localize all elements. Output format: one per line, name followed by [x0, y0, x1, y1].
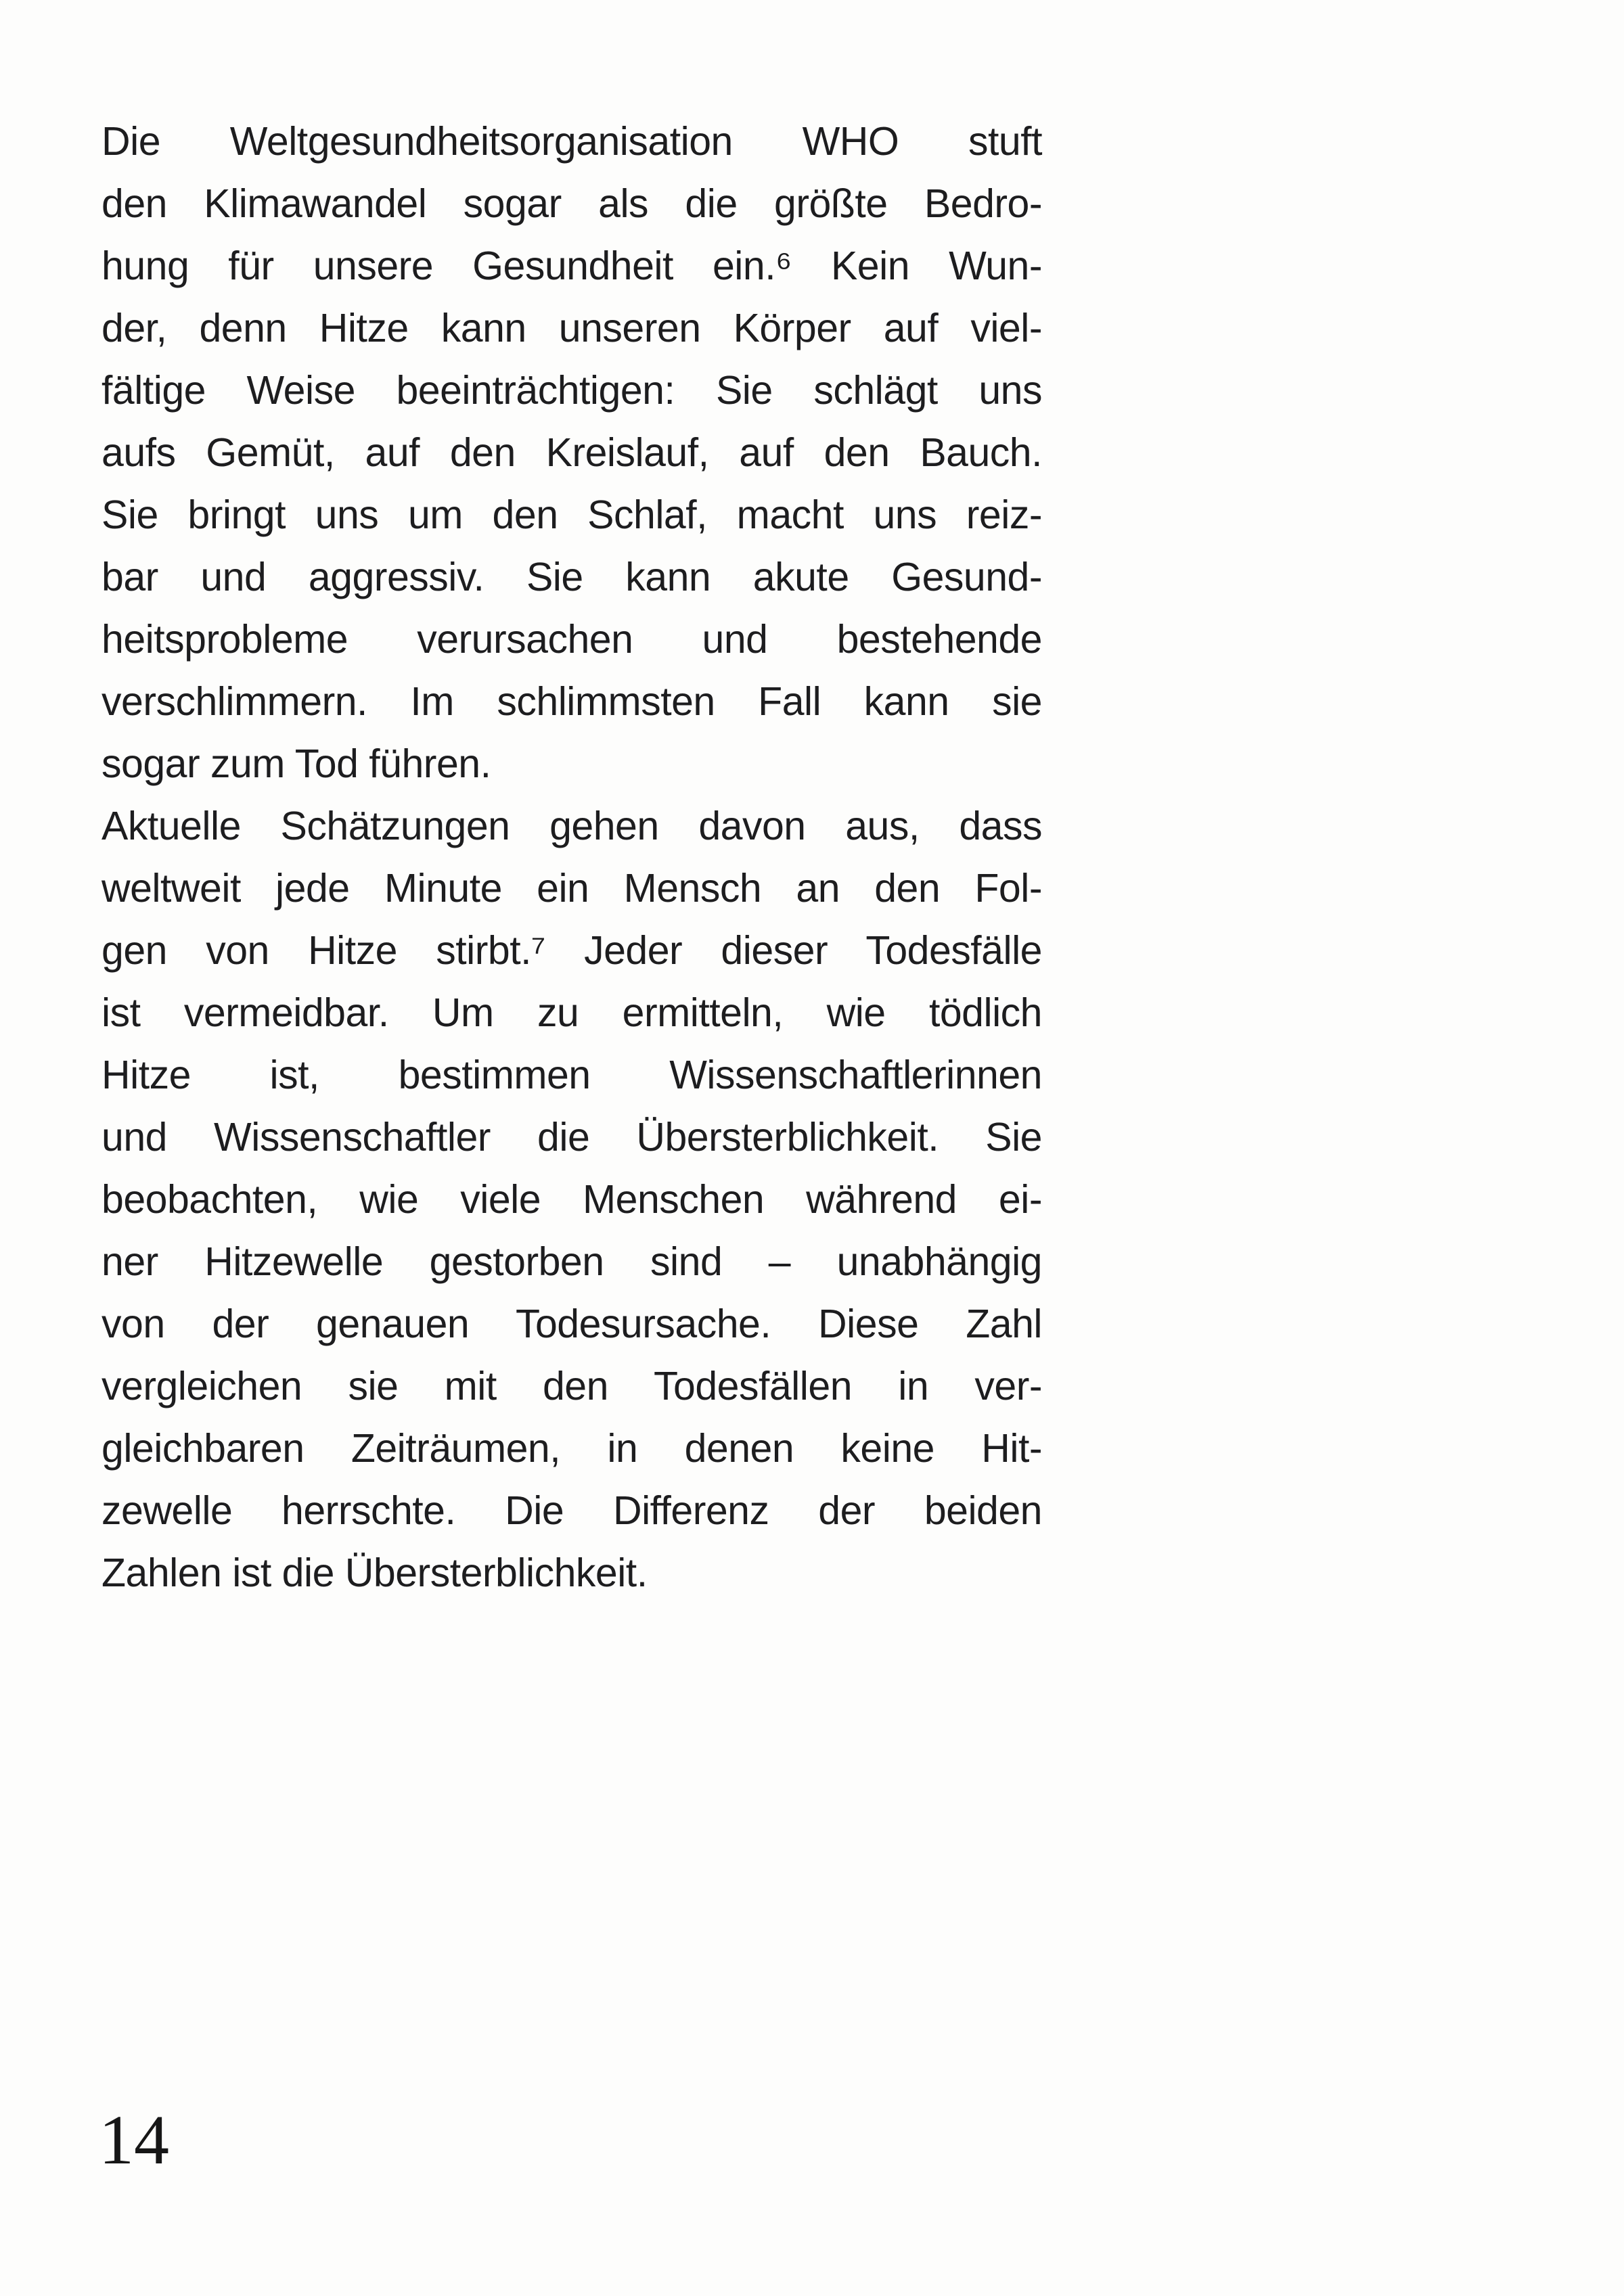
text-line: von der genauen Todesursache. Diese Zahl [102, 1302, 1042, 1346]
page-number: 14 [99, 2101, 169, 2179]
text-line: weltweit jede Minute ein Mensch an den Fol- [102, 866, 1042, 911]
text-line: gen von Hitze stirbt.⁷ Jeder dieser Todesfälle [102, 928, 1042, 973]
text-line: bar und aggressiv. Sie kann akute Gesund- [102, 555, 1042, 599]
text-line: den Klimawandel sogar als die größte Bedro- [102, 181, 1042, 226]
text-line: gleichbaren Zeiträumen, in denen keine Hit- [102, 1426, 1042, 1471]
text-line: aufs Gemüt, auf den Kreislauf, auf den Bauch. [102, 430, 1042, 475]
text-line: ist vermeidbar. Um zu ermitteln, wie tödlich [102, 990, 1042, 1035]
text-line: Zahlen ist die Übersterblichkeit. [102, 1551, 648, 1595]
text-line: und Wissenschaftler die Übersterblichkeit. Sie [102, 1115, 1042, 1160]
text-line: der, denn Hitze kann unseren Körper auf viel- [102, 306, 1042, 350]
text-line: fältige Weise beeinträchtigen: Sie schlägt uns [102, 368, 1042, 413]
text-line: sogar zum Tod führen. [102, 741, 491, 786]
text-line: hung für unsere Gesundheit ein.⁶ Kein Wun- [102, 244, 1042, 288]
text-line: ner Hitzewelle gestorben sind – unabhängig [102, 1239, 1042, 1284]
text-line: zewelle herrschte. Die Differenz der beiden [102, 1488, 1042, 1533]
text-line: Aktuelle Schätzungen gehen davon aus, dass [102, 804, 1042, 848]
text-line: verschlimmern. Im schlimmsten Fall kann sie [102, 679, 1042, 724]
text-line: beobachten, wie viele Menschen während ei- [102, 1177, 1042, 1222]
text-line: Hitze ist, bestimmen Wissenschaftlerinnen [102, 1053, 1042, 1097]
text-line: Die Weltgesundheitsorganisation WHO stuft [102, 119, 1042, 164]
text-line: Sie bringt uns um den Schlaf, macht uns reiz- [102, 492, 1042, 537]
text-line: heitsprobleme verursachen und bestehende [102, 617, 1042, 662]
text-line: vergleichen sie mit den Todesfällen in ver- [102, 1364, 1042, 1408]
body-text [102, 110, 1042, 1604]
